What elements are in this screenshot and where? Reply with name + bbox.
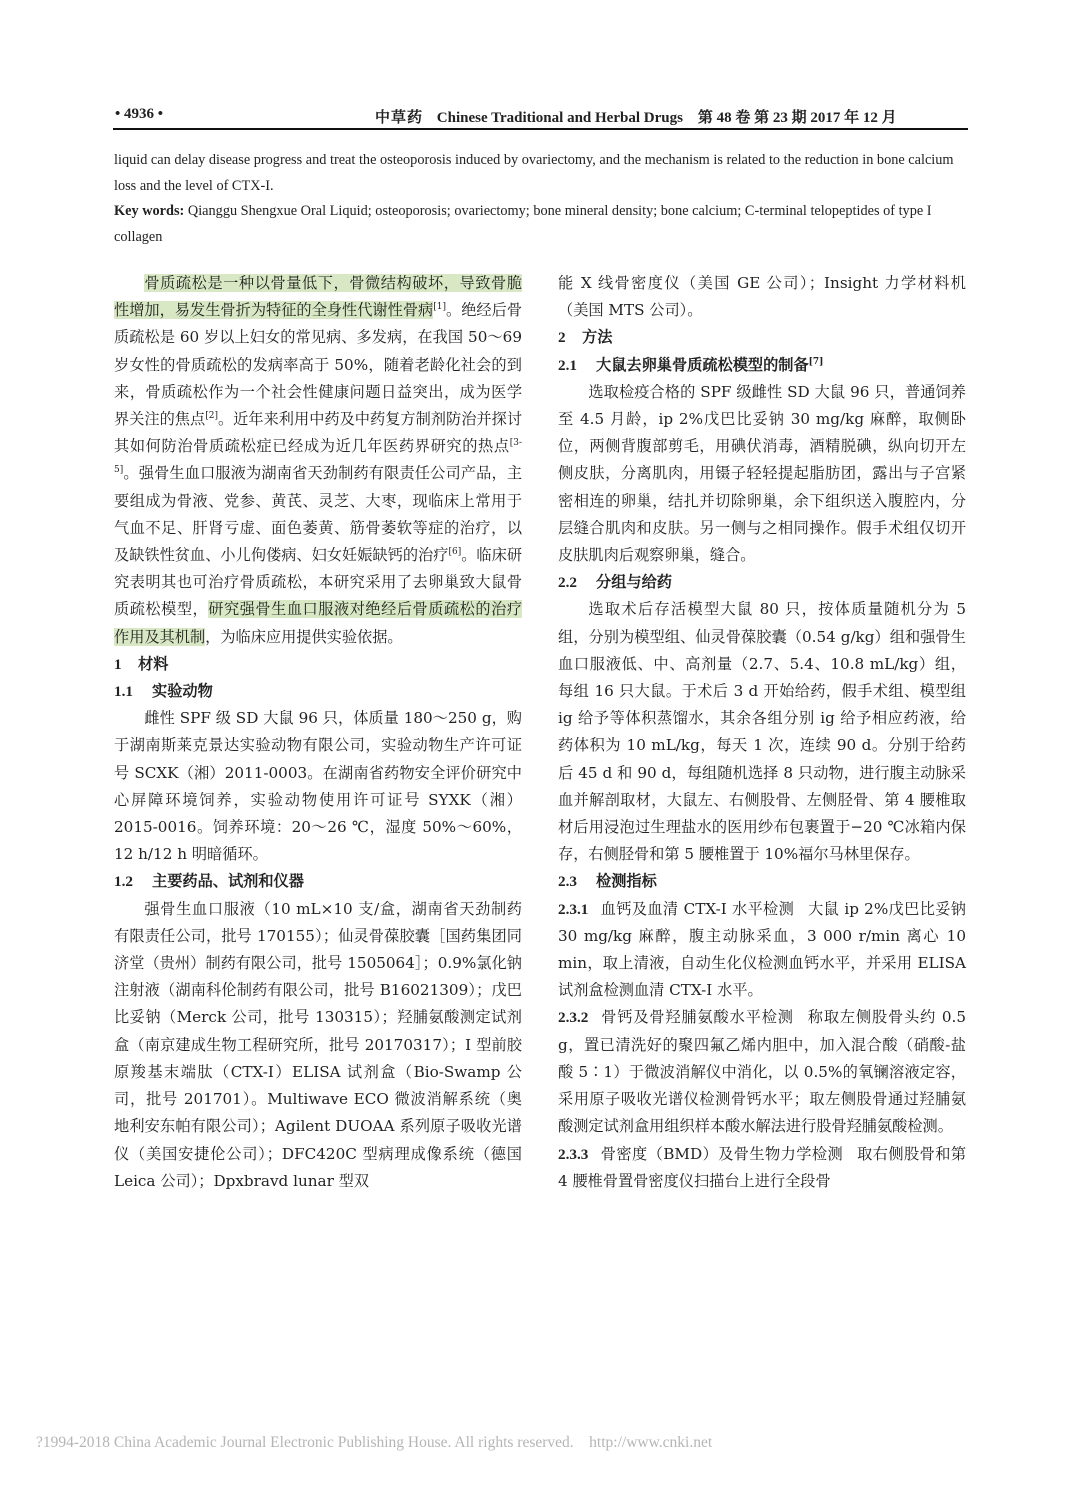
page-number: • 4936 • — [115, 106, 164, 122]
section-2-3-1: 2.3.1 血钙及血清 CTX-I 水平检测 大鼠 ip 2%戊巴比妥钠 30 mg/kg 麻醉，腹主动脉采血，3 000 r/min 离心 10 min，取上清液，自动生化仪检测血钙水平，并采用 ELISA 试剂盒检测血清 CTX-I 水平。 — [558, 899, 966, 1000]
running-header — [113, 106, 968, 130]
section-body-1-2-continued: 能 X 线骨密度仪（美国 GE 公司）；Insight 力学材料机（美国 MTS 公司）。 — [558, 274, 966, 320]
citation[interactable]: [3-5] — [114, 438, 522, 476]
section-body-1-1: 雌性 SPF 级 SD 大鼠 96 只，体质量 180～250 g，购于湖南斯莱克景达实验动物有限公司，实验动物生产许可证号 SCXK（湘）2011-0003。在湖南省药物安全评价研究中心屏障环境饲养，实验动物使用许可证号 SYXK（湘）2015-0016。饲养环境：20～26 ℃，湿度 50%～60%，12 h/12 h 明暗循环。 — [114, 709, 522, 864]
section-2-3-3: 2.3.3 骨密度（BMD）及骨生物力学检测 取右侧股骨和第 4 腰椎骨置骨密度仪扫描台上进行全段骨 — [558, 1144, 967, 1190]
section-heading-2-1: 2.1 大鼠去卵巢骨质疏松模型的制备[7] — [558, 355, 824, 374]
copyright-footer — [36, 1434, 712, 1452]
section-heading-1-2: 1.2 主要药品、试剂和仪器 — [114, 872, 304, 891]
section-heading-1: 1 材料 — [114, 654, 169, 673]
cnki-link[interactable]: http://www.cnki.net — [589, 1434, 713, 1451]
journal-issue: 第 48 卷 第 23 期 2017 年 12 月 — [697, 110, 897, 126]
journal-logo: 中草药 — [375, 108, 424, 126]
english-abstract-tail — [114, 148, 970, 250]
keywords-list: Qianggu Shengxue Oral Liquid; osteoporosis; ovariectomy; bone mineral density; bone calcium; C-terminal telopeptides of type I collagen — [114, 203, 932, 245]
section-heading-1-1: 1.1 实验动物 — [114, 682, 213, 701]
keywords — [114, 199, 970, 250]
journal-title — [375, 106, 897, 127]
section-body-1-2: 强骨生血口服液（10 mL×10 支/盒，湖南省天劲制药有限责任公司，批号 170155）；仙灵骨葆胶囊［国药集团同济堂（贵州）制药有限公司，批号 1505064］；0.9%氯化钠注射液（湖南科伦制药有限公司，批号 B16021309）；戊巴比妥钠（Merck 公司，批号 130315）；羟脯氨酸测定试剂盒（南京建成生物工程研究所，批号 20170317）；I 型前胶原羧基末端肽（CTX-I）ELISA 试剂盒（Bio-Swamp 公司，批号 201701）。Multiwave ECO 微波消解系统（奥地利安东帕有限公司）；Agilent DUOAA 系列原子吸收光谱仪（美国安捷伦公司）；DFC420C 型病理成像系统（德国 Leica 公司）；Dpxbravd lunar 型双 — [114, 899, 522, 1190]
citation[interactable]: [1] — [433, 302, 446, 313]
copyright-text: ?1994-2018 China Academic Journal Electronic Publishing House. All rights reserved. — [36, 1434, 574, 1451]
intro-paragraph: 骨质疏松是一种以骨量低下，骨微结构破坏，导致骨脆性增加，易发生骨折为特征的全身性代谢性骨病[1]。绝经后骨质疏松是 60 岁以上妇女的常见病、多发病，在我国 50～69 岁女性的骨质疏松的发病率高于 50%，随着老龄化社会的到来，骨质疏松作为一个社会性健康问题日益突出，成为医学界关注的焦点[2]。近年来利用中药及中药复方制剂防治并探讨其如何防治骨质疏松症已经成为近几年医药界研究的热点[3-5]。强骨生血口服液为湖南省天劲制药有限责任公司产品，主要组成为骨液、党参、黄芪、灵芝、大枣，现临床上常用于气血不足、肝肾亏虚、面色萎黄、筋骨萎软等症的治疗，以及缺铁性贫血、小儿佝偻病、妇女妊娠缺钙的治疗[6]。临床研究表明其也可治疗骨质疏松，本研究采用了去卵巢致大鼠骨质疏松模型，研究强骨生血口服液对绝经后骨质疏松的治疗作用及其机制，为临床应用提供实验依据。 — [114, 274, 523, 646]
section-body-2-1: 选取检疫合格的 SPF 级雌性 SD 大鼠 96 只，普通饲养至 4.5 月龄，ip 2%戊巴比妥钠 30 mg/kg 麻醉，取侧卧位，两侧背腹部剪毛，用碘伏消毒，酒精脱碘，纵向切开左侧皮肤，分离肌肉，用镊子轻轻提起脂肪团，露出与子宫紧密相连的卵巢，结扎并切除卵巢，余下组织送入腹腔内，分层缝合肌肉和皮肤。另一侧与之相同操作。假手术组仅切开皮肤肌肉后观察卵巢，缝合。 — [558, 382, 966, 565]
section-2-3-2: 2.3.2 骨钙及骨羟脯氨酸水平检测 称取左侧股骨头约 0.5 g，置已清洗好的聚四氟乙烯内胆中，加入混合酸（硝酸-盐酸 5∶1）于微波消解仪中消化，以 0.5%的氧镧溶液定容，采用原子吸收光谱仪检测骨钙水平；取左侧股骨通过羟脯氨酸测定试剂盒用组织样本酸水解法进行股骨羟脯氨酸检测。 — [558, 1008, 967, 1136]
highlighted-text: 研究强骨生血口服液对绝经后骨质疏松的治疗作用及其机制 — [114, 600, 523, 646]
section-body-2-2: 选取术后存活模型大鼠 80 只，按体质量随机分为 5 组，分别为模型组、仙灵骨葆胶囊（0.54 g/kg）组和强骨生血口服液低、中、高剂量（2.7、5.4、10.8 mL/kg）组，每组 16 只大鼠。于术后 3 d 开始给药，假手术组、模型组 ig 给予等体积蒸馏水，其余各组分别 ig 给予相应药液，给药体积为 10 mL/kg，每天 1 次，连续 90 d。分别于给药后 45 d 和 90 d，每组随机选择 8 只动物，进行腹主动脉采血并解剖取材，大鼠左、右侧股骨、左侧胫骨、第 4 腰椎取材后用浸泡过生理盐水的医用纱布包裹置于−20 ℃冰箱内保存，右侧胫骨和第 5 腰椎置于 10%福尔马林里保存。 — [558, 600, 966, 864]
highlighted-text: 骨质疏松是一种以骨量低下，骨微结构破坏，导致骨脆性增加，易发生骨折为特征的全身性代谢性骨病 — [114, 274, 522, 320]
citation[interactable]: [2] — [205, 411, 218, 422]
left-column — [114, 270, 522, 1195]
abstract-text: liquid can delay disease progress and treat the osteoporosis induced by ovariectomy, and the mechanism is related to the reduction in bone calcium loss and the level of CTX-I. — [114, 152, 954, 194]
keywords-label: Key words: — [114, 203, 185, 219]
citation[interactable]: [7] — [808, 356, 824, 367]
journal-name: Chinese Traditional and Herbal Drugs — [436, 110, 683, 126]
section-heading-2-3: 2.3 检测指标 — [558, 872, 657, 891]
right-column — [558, 270, 966, 1195]
section-heading-2: 2 方法 — [558, 328, 613, 347]
citation[interactable]: [6] — [448, 547, 462, 558]
section-heading-2-2: 2.2 分组与给药 — [558, 573, 672, 592]
